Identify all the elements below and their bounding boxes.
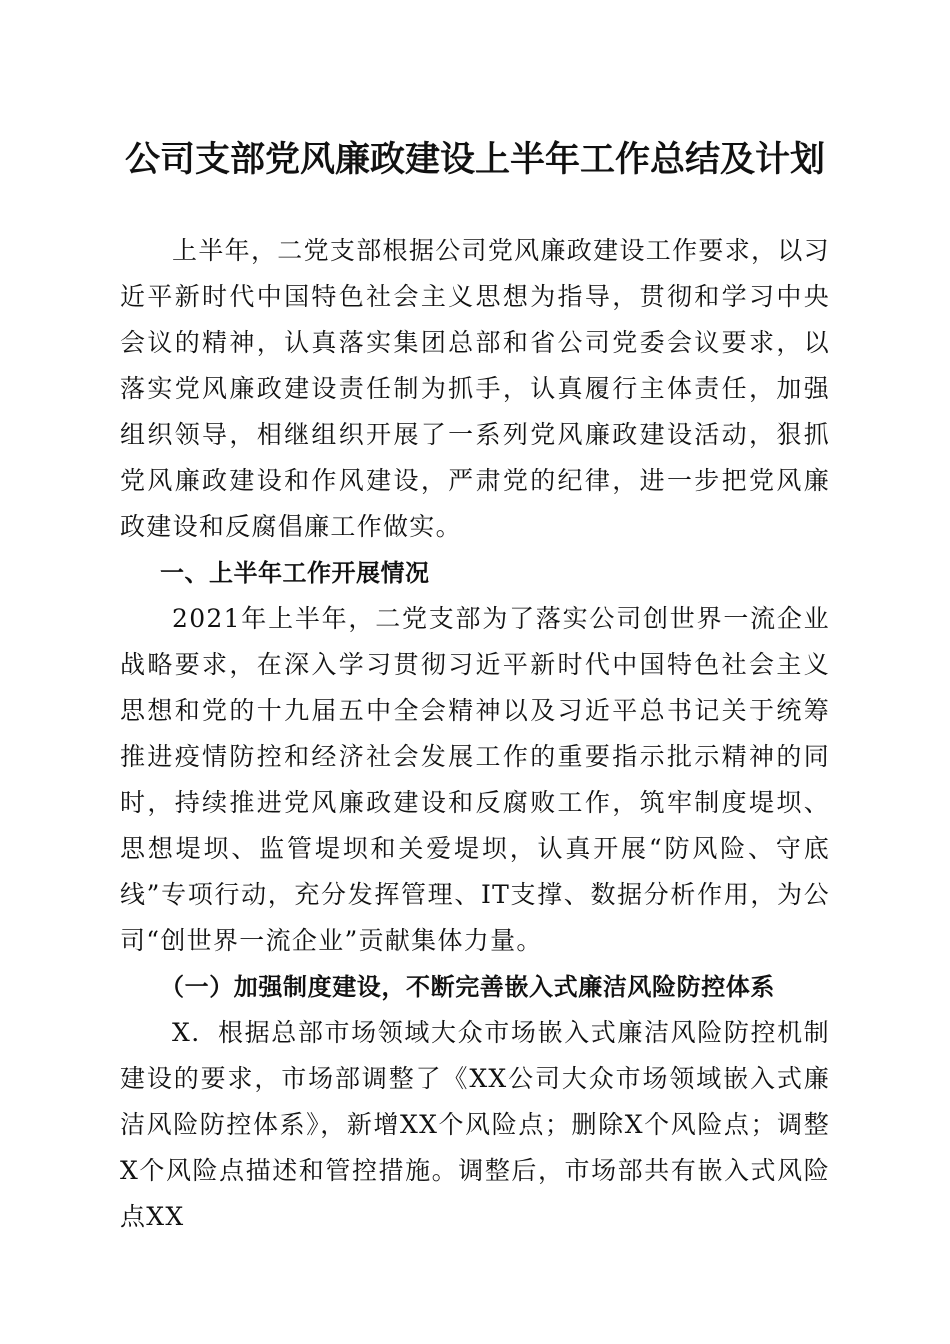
subsection-heading: （一）加强制度建设，不断完善嵌入式廉洁风险防控体系 [160,972,775,1001]
section-heading: 一、上半年工作开展情况 [160,559,430,587]
intro-paragraph: 上半年，二党支部根据公司党风廉政建设工作要求，以习近平新时代中国特色社会主义思想为指导，贯彻和学习中央会议的精神，认真落实集团总部和省公司党委会议要求，以落实党风廉政建设责任制为抓手，认真履行主体责任，加强组织领导，相继组织开展了一系列党风廉政建设活动，狠抓党风廉政建设和作风建设，严肃党的纪律，进一步把党风廉政建设和反腐倡廉工作做实。 [120,236,830,541]
section-paragraph: 2021年上半年，二党支部为了落实公司创世界一流企业战略要求，在深入学习贯彻习近平新时代中国特色社会主义思想和党的十九届五中全会精神以及习近平总书记关于统筹推进疫情防控和经济社会发展工作的重要指示批示精神的同时，持续推进党风廉政建设和反腐败工作，筑牢制度堤坝、思想堤坝、监管堤坝和关爱堤坝，认真开展“防风险、守底线”专项行动，充分发挥管理、IT支撑、数据分析作用，为公司“创世界一流企业”贡献集体力量。 [120,604,830,955]
document-title: 公司支部党风廉政建设上半年工作总结及计划 [124,139,825,180]
subsection-paragraph: X．根据总部市场领域大众市场嵌入式廉洁风险防控机制建设的要求，市场部调整了《XX公司大众市场领域嵌入式廉洁风险防控体系》，新增XX个风险点；删除X个风险点；调整X个风险点描述和管控措施。调整后，市场部共有嵌入式风险点XX [120,1018,830,1231]
document-body [120,228,830,1240]
